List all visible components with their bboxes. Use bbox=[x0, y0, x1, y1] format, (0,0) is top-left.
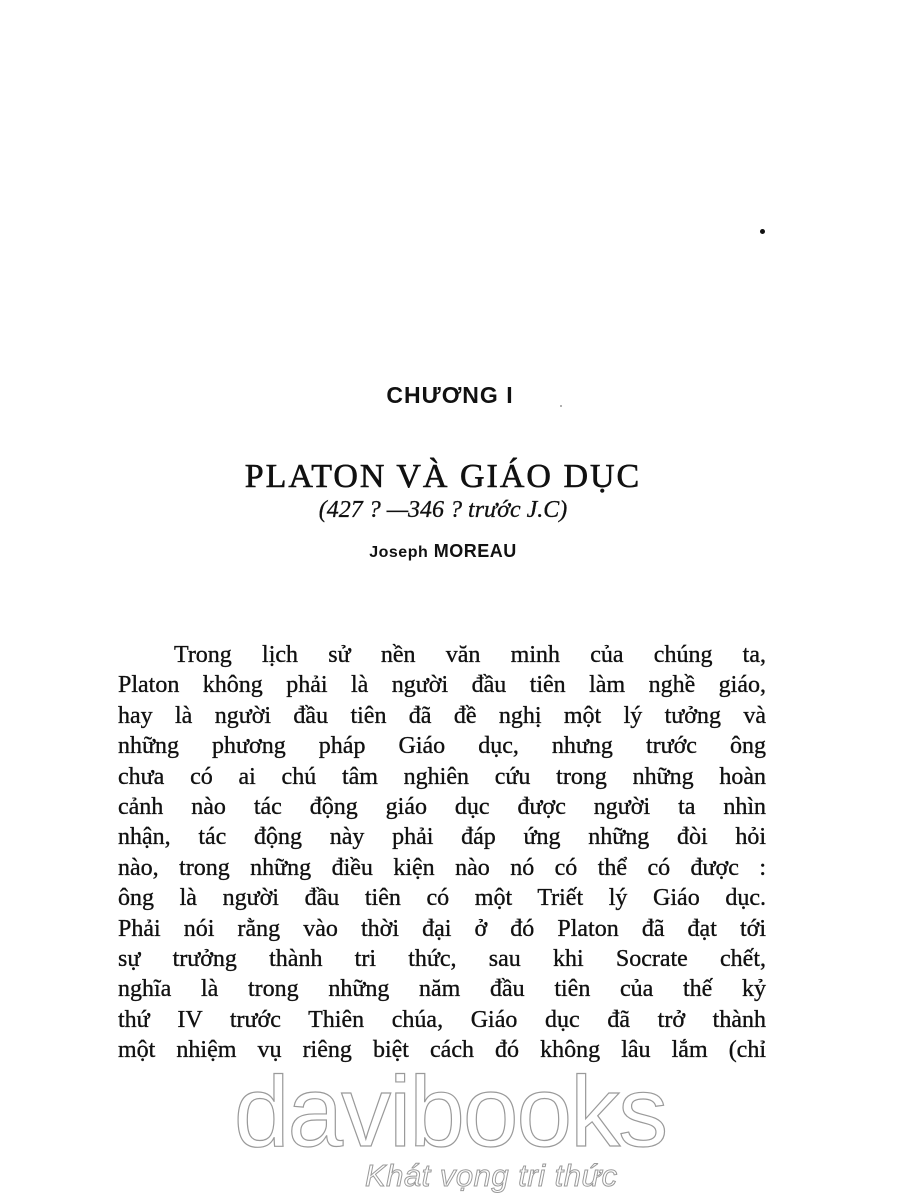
body-line: hay là người đầu tiên đã đề nghị một lý tưởng và bbox=[118, 702, 766, 729]
body-line: thứ IV trước Thiên chúa, Giáo dục đã trở thành bbox=[118, 1006, 766, 1033]
scan-speck bbox=[760, 229, 765, 234]
body-line: sự trưởng thành tri thức, sau khi Socrate chết, bbox=[118, 945, 766, 972]
body-line: nào, trong những điều kiện nào nó có thể có được : bbox=[118, 854, 766, 881]
watermark-logo: davibooks bbox=[233, 1056, 667, 1168]
body-line: một nhiệm vụ riêng biệt cách đó không lâu lắm (chỉ bbox=[118, 1037, 766, 1064]
author-name bbox=[0, 541, 886, 562]
body-paragraph bbox=[118, 640, 766, 1065]
body-line: Platon không phải là người đầu tiên làm nghề giáo, bbox=[118, 672, 766, 699]
chapter-label: CHƯƠNG I bbox=[386, 382, 514, 408]
body-line: chưa có ai chú tâm nghiên cứu trong những hoàn bbox=[118, 763, 766, 790]
body-line: ông là người đầu tiên có một Triết lý Giáo dục. bbox=[118, 885, 766, 912]
body-line: nhận, tác động này phải đáp ứng những đòi hỏi bbox=[118, 824, 766, 851]
body-line: những phương pháp Giáo dục, nhưng trước ông bbox=[118, 733, 766, 760]
body-line: nghĩa là trong những năm đầu tiên của thế kỷ bbox=[118, 976, 766, 1003]
author-last-name: MOREAU bbox=[433, 541, 517, 561]
chapter-dates: (427 ? —346 ? trước J.C) bbox=[318, 497, 568, 523]
body-line: Phải nói rằng vào thời đại ở đó Platon đã đạt tới bbox=[118, 915, 766, 942]
body-line: Trong lịch sử nền văn minh của chúng ta, bbox=[174, 642, 766, 668]
body-line: cảnh nào tác động giáo dục được người ta nhìn bbox=[118, 793, 766, 820]
author-first-name: Joseph bbox=[369, 544, 429, 561]
watermark-tagline: Khát vọng tri thức bbox=[365, 1158, 618, 1193]
chapter-title: PLATON VÀ GIÁO DỤC bbox=[244, 458, 642, 495]
